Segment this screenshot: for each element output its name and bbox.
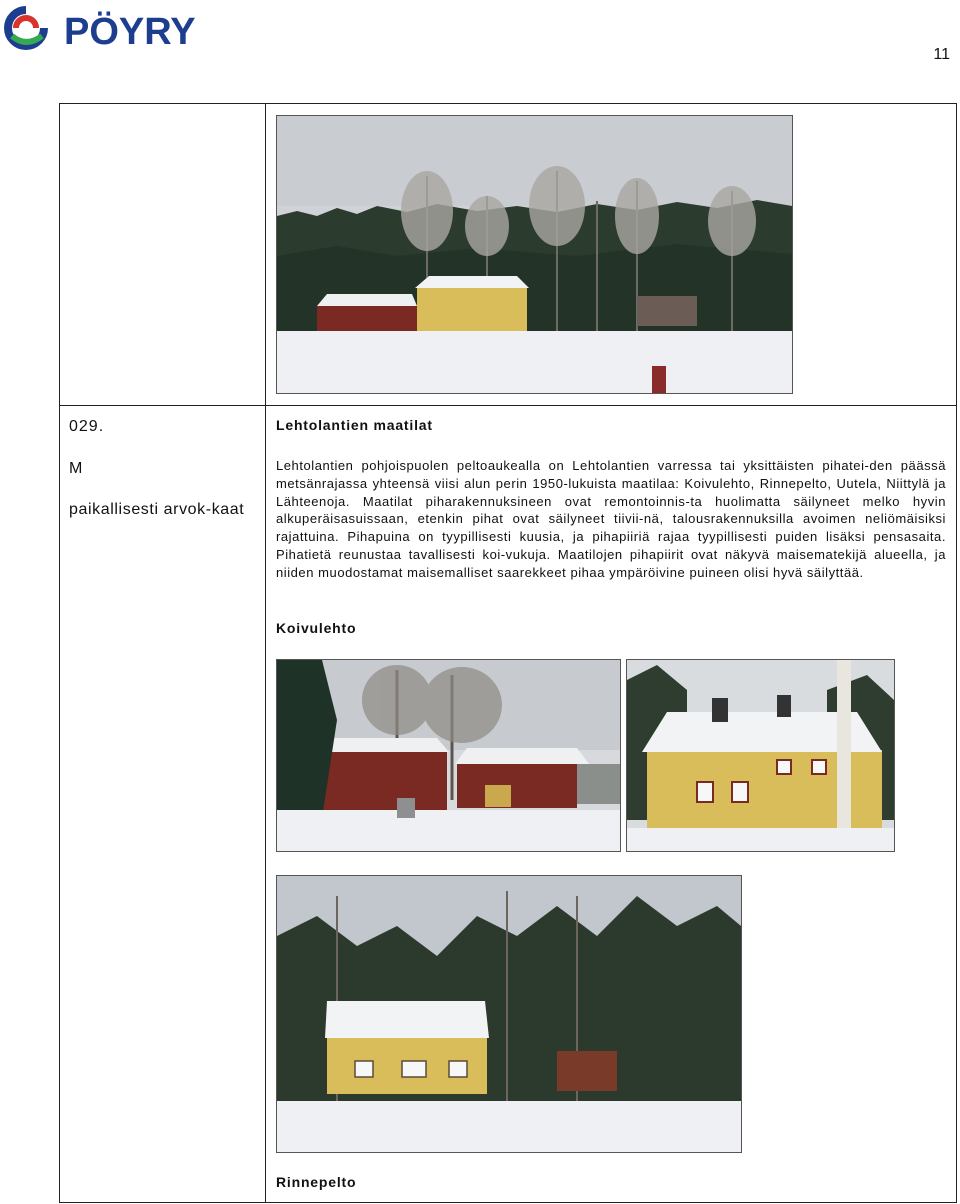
column-divider	[265, 103, 266, 1203]
brand-name: PÖYRY	[64, 11, 196, 52]
poyry-logo-mark	[4, 6, 244, 52]
row-divider	[59, 405, 957, 406]
page-number: 11	[933, 46, 950, 63]
entry-value: paikallisesti arvok-kaat	[69, 501, 245, 518]
photo-rinnepelto-house	[276, 875, 742, 1153]
entry-class: M	[69, 460, 83, 477]
entry-code: 029.	[69, 418, 105, 435]
photo-koivulehto-barns	[276, 659, 621, 852]
photo-koivulehto-house	[626, 659, 895, 852]
caption-rinnepelto: Rinnepelto	[276, 1174, 357, 1190]
caption-koivulehto: Koivulehto	[276, 620, 357, 636]
entry-title: Lehtolantien maatilat	[276, 417, 433, 433]
poyry-logo	[4, 6, 244, 52]
entry-description: Lehtolantien pohjoispuolen peltoaukealla on Lehtolantien varressa tai yksittäisten pihatei-den päässä metsänrajassa yhteensä viisi alun perin 1950-lukuista maatilaa: Koivulehto, Rinnepelto, Uutela, Niittylä ja Lähteenoja. Maatilat piharakennuksineen ovat remontoinnis-ta huolimatta säilyneet melko hyvin alkuperäisasuissaan, etenkin pihat ovat säilyneet tiivii-nä, talousrakennuksilla avoimen neliömäisiksi rajattuina. Pihapuina on tyypillisesti kuusia, ja pihapiiriä rajaa tyypillisesti puiden lisäksi pensasaita. Pihatietä reunustaa tavallisesti koi-vukuja. Maatilojen pihapiirit ovat näkyvä maisematekijä alueella, ja niiden muodostamat maisemalliset saarekkeet pihaa ympäröivine puineen olisi hyvä säilyttää.	[276, 458, 946, 580]
photo-farm-landscape	[276, 115, 793, 394]
